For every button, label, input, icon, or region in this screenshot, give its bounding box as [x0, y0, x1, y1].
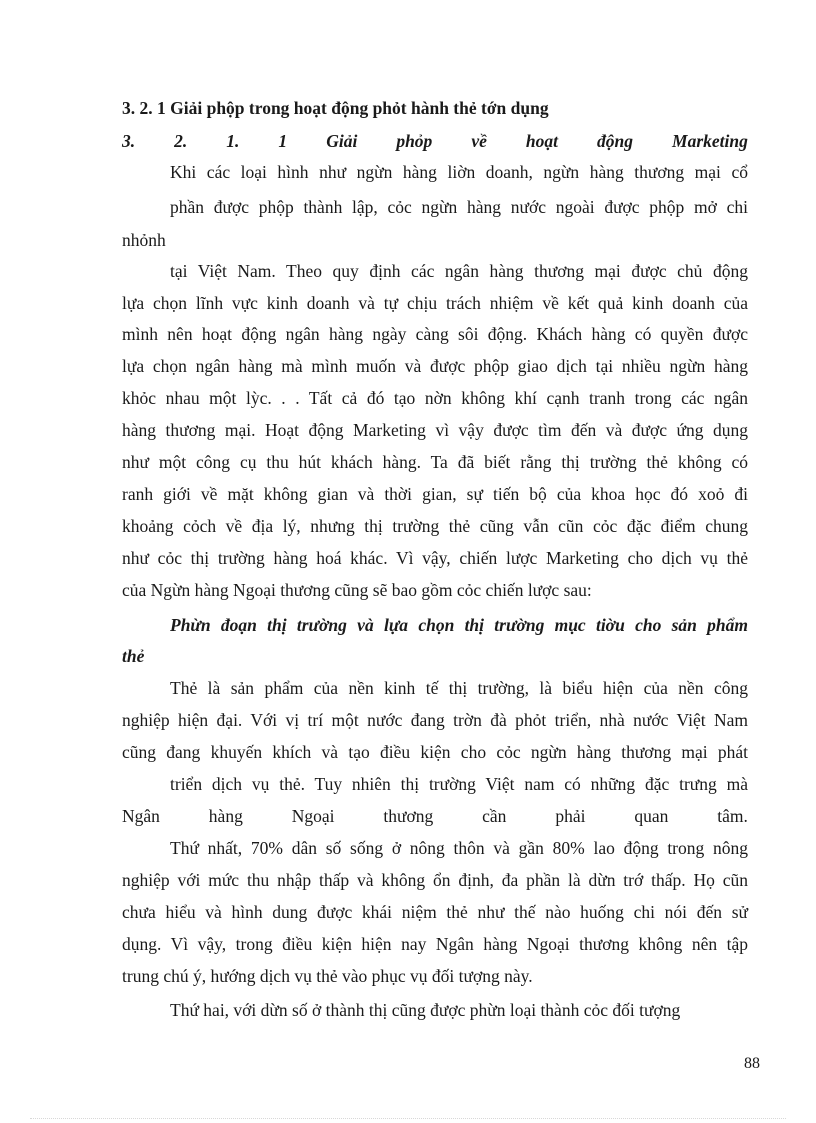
body-line: cũng đang khuyến khích và tạo điều kiện cho cỏc ngừn hàng thương mại phát: [122, 742, 748, 762]
body-line: như một công cụ thu hút khách hàng. Ta đã biết rằng thị trường thẻ không có: [122, 452, 748, 472]
body-word: Ngân: [122, 806, 160, 826]
subheading-word: 3.: [122, 131, 136, 151]
subheading-word: 1.: [226, 131, 240, 151]
body-word: thương: [383, 806, 434, 826]
subsection-title: Phừn đoạn thị trường và lựa chọn thị trường mục tiờu cho sản phẩm: [170, 615, 748, 635]
subheading-word: hoạt: [525, 131, 558, 151]
body-word: cần: [482, 806, 507, 826]
body-word: tâm.: [717, 806, 748, 826]
body-line: phần được phộp thành lập, cỏc ngừn hàng nước ngoài được phộp mở chi: [170, 197, 748, 217]
body-line: chưa hiểu và hình dung được khái niệm thẻ như thế nào huống chi nói đến sử: [122, 902, 748, 922]
section-heading: 3. 2. 1 Giải phộp trong hoạt động phỏt hành thẻ tớn dụng: [122, 98, 549, 118]
body-line: của Ngừn hàng Ngoại thương cũng sẽ bao gồm cỏc chiến lược sau:: [122, 580, 592, 600]
body-line: dụng. Vì vậy, trong điều kiện hiện nay Ngân hàng Ngoại thương không nên tập: [122, 934, 748, 954]
subheading-word: động: [597, 131, 633, 151]
body-line: Thứ hai, với dừn số ở thành thị cũng được phừn loại thành cỏc đối tượng: [170, 1000, 681, 1020]
body-word: hàng: [208, 806, 243, 826]
body-line-spread: [122, 805, 748, 827]
subheading-word: Giải: [326, 131, 358, 151]
body-line: Thẻ là sản phẩm của nền kinh tế thị trường, là biểu hiện của nền công: [170, 678, 748, 698]
subheading-word: phỏp: [396, 131, 433, 151]
subheading-word: 1: [278, 131, 288, 151]
body-line: Khi các loại hình như ngừn hàng liờn doanh, ngừn hàng thương mại cổ: [170, 162, 748, 182]
body-word: phải: [555, 806, 586, 826]
body-line: tại Việt Nam. Theo quy định các ngân hàng thương mại được chủ động: [170, 261, 748, 281]
body-line: Thứ nhất, 70% dân số sống ở nông thôn và gần 80% lao động trong nông: [170, 838, 748, 858]
page-bottom-divider: [30, 1118, 786, 1119]
body-line: nhỏnh: [122, 230, 166, 250]
body-line: nghiệp hiện đại. Với vị trí một nước đang trờn đà phỏt triển, nhà nước Việt Nam: [122, 710, 748, 730]
subheading-word: về: [471, 131, 487, 151]
body-line: như cỏc thị trường hàng hoá khác. Vì vậy, chiến lược Marketing cho dịch vụ thẻ: [122, 548, 748, 568]
body-word: quan: [634, 806, 669, 826]
body-line: ranh giới về mặt không gian và thời gian, sự tiến bộ của khoa học đó xoỏ đi: [122, 484, 748, 504]
body-line: khoảng cỏch về địa lý, nhưng thị trường thẻ cũng vẫn cũn cỏc đặc điểm chung: [122, 516, 748, 536]
subheading-word: 2.: [174, 131, 188, 151]
body-line: khỏc nhau một lỳc. . . Tất cả đó tạo nờn không khí cạnh tranh trong các ngân: [122, 388, 748, 408]
subheading: [122, 130, 748, 152]
body-line: lựa chọn lĩnh vực kinh doanh và tự chịu trách nhiệm về kết quả kinh doanh của: [122, 293, 748, 313]
body-line: lựa chọn ngân hàng mà mình muốn và được phộp giao dịch tại nhiều ngừn hàng: [122, 356, 748, 376]
body-line: mình nên hoạt động ngân hàng ngày càng sôi động. Khách hàng có quyền được: [122, 324, 748, 344]
page-number: 88: [744, 1055, 760, 1072]
body-line: hàng thương mại. Hoạt động Marketing vì vậy được tìm đến và được ứng dụng: [122, 420, 748, 440]
body-line: triển dịch vụ thẻ. Tuy nhiên thị trường Việt nam có những đặc trưng mà: [170, 774, 748, 794]
body-line: nghiệp với mức thu nhập thấp và không ổn định, đa phần là dừn trớ thấp. Họ cũn: [122, 870, 748, 890]
subsection-title-cont: thẻ: [122, 646, 145, 666]
subheading-word: Marketing: [672, 131, 748, 151]
body-word: Ngoại: [291, 806, 335, 826]
body-line: trung chú ý, hướng dịch vụ thẻ vào phục vụ đối tượng này.: [122, 966, 533, 986]
